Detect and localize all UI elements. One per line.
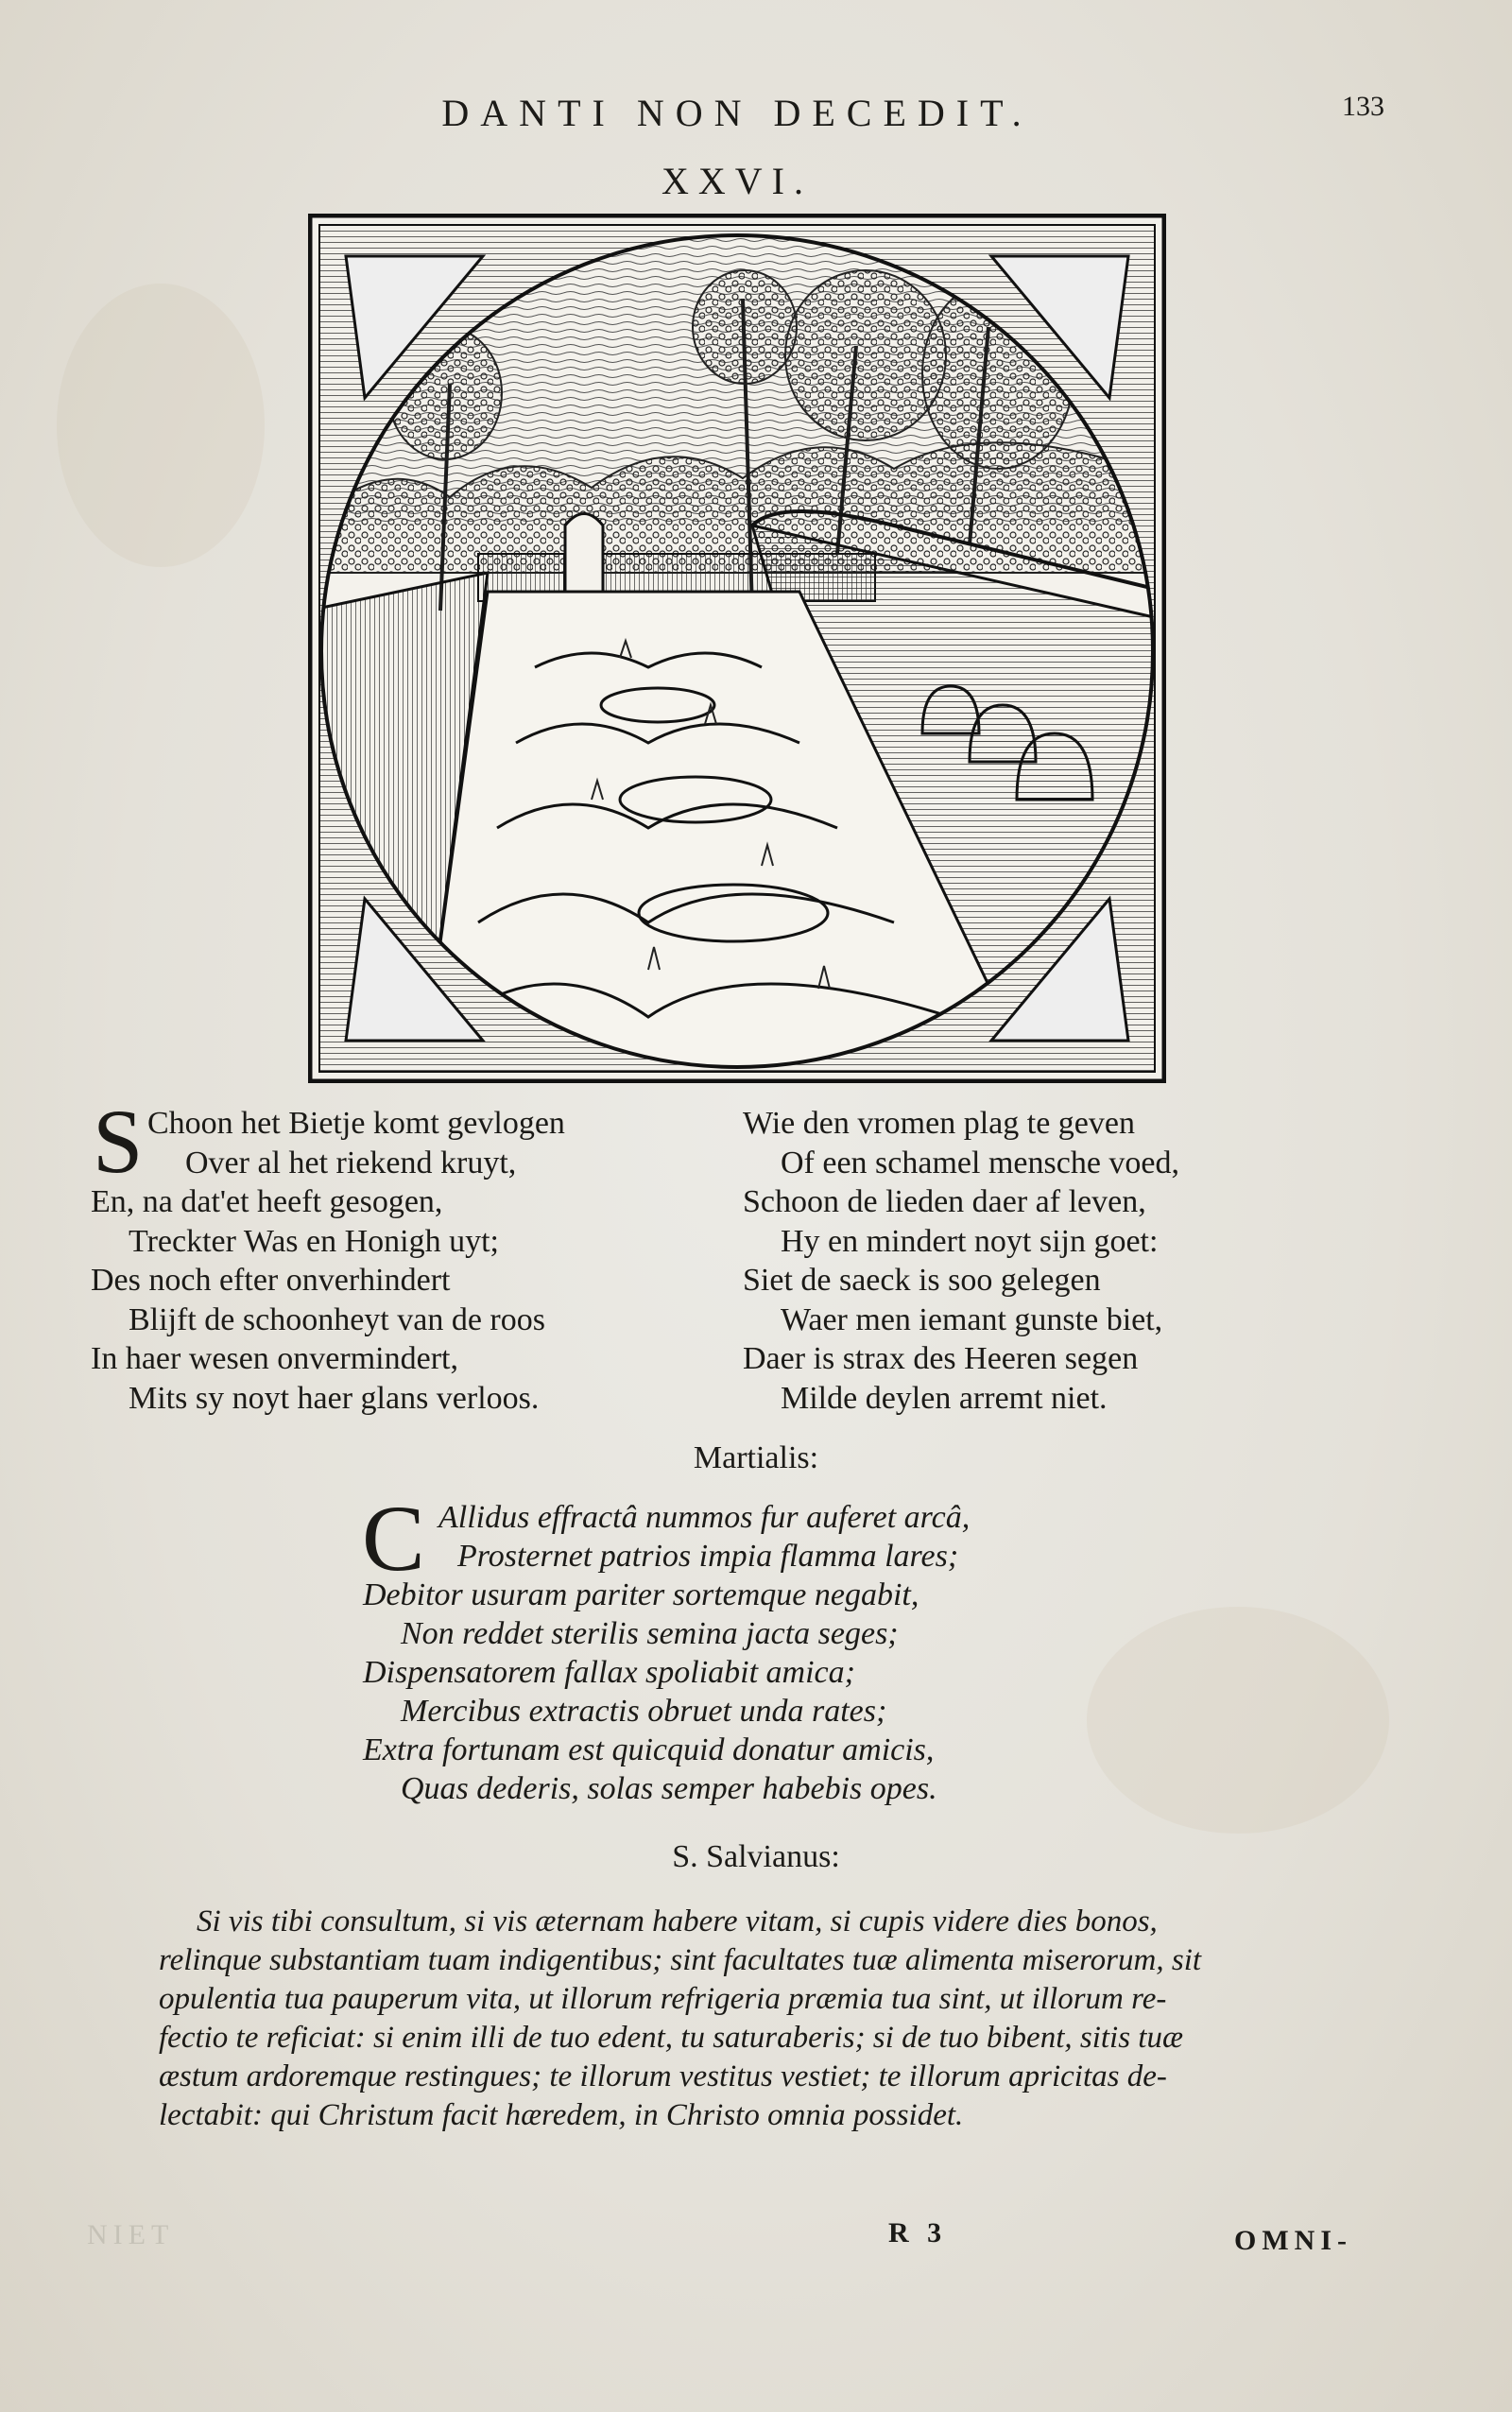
- martialis-epigram: [363, 1498, 1213, 1808]
- poem-line: Blijft de schoonheyt van de roos: [129, 1301, 545, 1337]
- poem-line: Choon het Bietje komt gevlogen: [147, 1106, 565, 1141]
- prose-line: fectio te reficiat: si enim illi de tuo edent, tu saturaberis; si de tuo bibent, sitis tuæ: [159, 2021, 1183, 2055]
- dutch-poem-left: [91, 1104, 733, 1418]
- poem-line: Wie den vromen plag te geven: [743, 1106, 1135, 1141]
- paper-stain: [57, 284, 265, 567]
- drop-cap: S: [93, 1091, 144, 1192]
- poem-line: Mits sy noyt haer glans verloos.: [129, 1380, 540, 1416]
- poem-line: Hy en mindert noyt sijn goet:: [781, 1223, 1159, 1259]
- poem-line: Of een schamel mensche voed,: [781, 1145, 1179, 1180]
- poem-line: Treckter Was en Honigh uyt;: [129, 1223, 499, 1259]
- poem-line: Debitor usuram pariter sortemque negabit,: [363, 1577, 919, 1612]
- poem-line: Daer is strax des Heeren segen: [743, 1341, 1139, 1376]
- prose-line: æstum ardoremque restingues; te illorum vestitus vestiet; te illorum apricitas de-: [159, 2059, 1167, 2093]
- poem-line: En, na dat'et heeft gesogen,: [91, 1184, 443, 1219]
- page-title: DANTI NON DECEDIT.: [441, 92, 1033, 134]
- poem-line: Siet de saeck is soo gelegen: [743, 1263, 1101, 1298]
- poem-line: Extra fortunam est quicquid donatur amicis,: [363, 1732, 935, 1767]
- poem-line: Prosternet patrios impia flamma lares;: [457, 1539, 959, 1574]
- drop-cap: C: [362, 1486, 425, 1591]
- prose-line: Si vis tibi consultum, si vis æternam habere vitam, si cupis videre dies bonos,: [197, 1904, 1158, 1938]
- emblem-number: XXVI.: [662, 160, 813, 202]
- poem-line: Milde deylen arremt niet.: [781, 1380, 1108, 1416]
- bleed-through-text: NIET: [87, 2219, 175, 2250]
- salvianus-quote: [159, 1903, 1321, 2135]
- salvianus-attribution: S. Salvianus:: [672, 1839, 840, 1874]
- poem-line: In haer wesen onvermindert,: [91, 1341, 458, 1376]
- martialis-attribution: Martialis:: [693, 1440, 819, 1475]
- page-number: 133: [1342, 91, 1384, 122]
- poem-line: Allidus effractâ nummos fur auferet arcâ,: [438, 1500, 971, 1535]
- poem-line: Mercibus extractis obruet unda rates;: [401, 1694, 887, 1729]
- prose-line: opulentia tua pauperum vita, ut illorum refrigeria præmia tua sint, ut illorum re-: [159, 1982, 1167, 2016]
- signature-mark: R 3: [888, 2217, 948, 2248]
- prose-line: relinque substantiam tuam indigentibus; sint facultates tuæ alimenta miserorum, sit: [159, 1943, 1202, 1977]
- prose-line: lectabit: qui Christum facit hæredem, in Christo omnia possidet.: [159, 2098, 964, 2132]
- poem-line: Non reddet sterilis semina jacta seges;: [401, 1616, 899, 1651]
- poem-line: Schoon de lieden daer af leven,: [743, 1184, 1146, 1219]
- emblem-engraving: [308, 214, 1166, 1083]
- poem-line: Waer men iemant gunste biet,: [781, 1301, 1163, 1337]
- poem-line: Over al het riekend kruyt,: [185, 1145, 517, 1180]
- poem-line: Quas dederis, solas semper habebis opes.: [401, 1771, 937, 1806]
- poem-line: Des noch efter onverhindert: [91, 1263, 451, 1298]
- catchword: OMNI-: [1234, 2225, 1352, 2256]
- poem-line: Dispensatorem fallax spoliabit amica;: [363, 1655, 855, 1690]
- dutch-poem-right: [743, 1104, 1423, 1418]
